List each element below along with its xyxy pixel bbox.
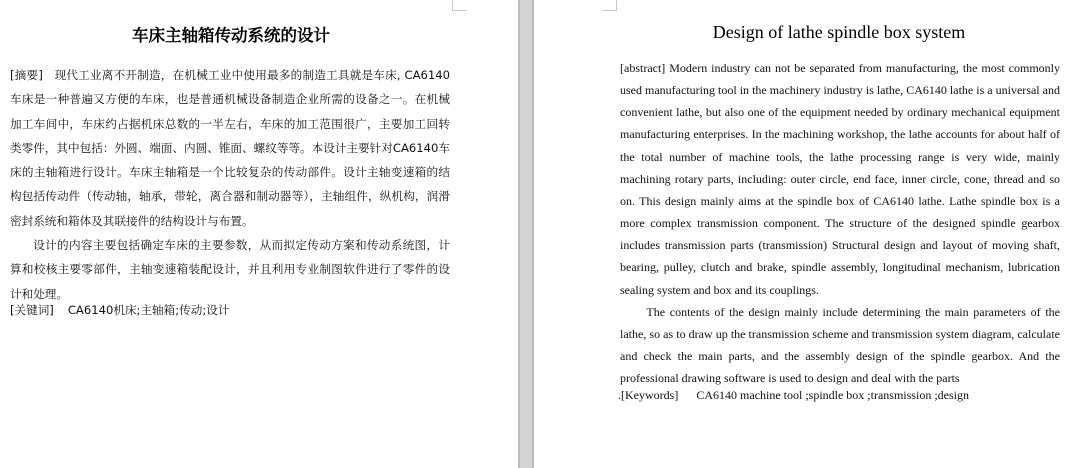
page-title: 车床主轴箱传动系统的设计 [132, 26, 330, 45]
page-corner-mark [452, 0, 467, 11]
keywords-line [618, 388, 969, 403]
english-page [534, 0, 1084, 468]
abstract-text: 现代工业离不开制造，在机械工业中使用最多的制造工具就是车床, CA6140车床是一种普遍又方便的车床，也是普通机械设备制造企业所需的设备之一。在机械加工车间中，车床约占据机床总数的一半左右，车床的加工范围很广，主要加工回转类零件，其中包括：外圆、端面、内圆、锥面、螺纹等等。本设计主要针对CA6140车床的主轴箱进行设计。车床主轴箱是一个比较复杂的传动部件。设计主轴变速箱的结构包括传动件（传动轴，轴承，带轮，离合器和制动器等），主轴组件，纵机构，润滑密封系统和箱体及其联接件的结构设计与布置。 [10, 68, 451, 228]
keywords-value: CA6140机床;主轴箱;传动;设计 [67, 303, 230, 317]
abstract-text: Modern industry can not be separated from manufacturing, the most commonly used manufacturing tool in the machinery industry is lathe, CA6140 lathe is a universal and convenient lathe, but also one of the equipment needed by ordinary mechanical equipment manufacturing enterprises. In the machining workshop, the lathe accounts for about half of the total number of machine tools, the lathe processing range is very wide, mainly machining rotary parts, including: outer circle, end face, inner circle, cone, thread and so on. This design mainly aims at the spindle box of CA6140 lathe. Lathe spindle box is a more complex transmission component. The structure of the designed spindle gearbox includes transmission parts (transmission) Structural design and layout of moving shaft, bearing, pulley, clutch and brake, spindle assembly, longitudinal mechanism, lubrication sealing system and box and its couplings. [620, 61, 1060, 297]
abstract-paragraph-1 [10, 63, 450, 233]
keywords-value: CA6140 machine tool ;spindle box ;transmission ;design [696, 388, 969, 402]
keywords-line [10, 302, 229, 318]
keywords-label: .[Keywords] [618, 388, 679, 402]
chinese-page [0, 0, 518, 468]
page-title: Design of lathe spindle box system [712, 22, 966, 42]
abstract-paragraph-1 [620, 57, 1060, 301]
abstract-body [10, 63, 450, 306]
keywords-label: [关键词] [10, 303, 54, 317]
abstract-label: [摘要] [10, 68, 43, 82]
abstract-body [620, 57, 1060, 389]
abstract-paragraph-2: The contents of the design mainly include determining the main parameters of the lathe, so as to draw up the transmission scheme and transmission system diagram, calculate and check the main parts, and the assembly design of the spindle gearbox. And the professional drawing software is used to design and deal with the parts [620, 304, 1060, 386]
abstract-label: [abstract] [620, 61, 666, 75]
abstract-paragraph-2: 设计的内容主要包括确定车床的主要参数，从而拟定传动方案和传动系统图，计算和校核主要零部件，主轴变速箱装配设计，并且利用专业制图软件进行了零件的设计和处理。 [10, 238, 450, 301]
page-gutter [518, 0, 534, 468]
page-corner-mark [602, 0, 617, 11]
